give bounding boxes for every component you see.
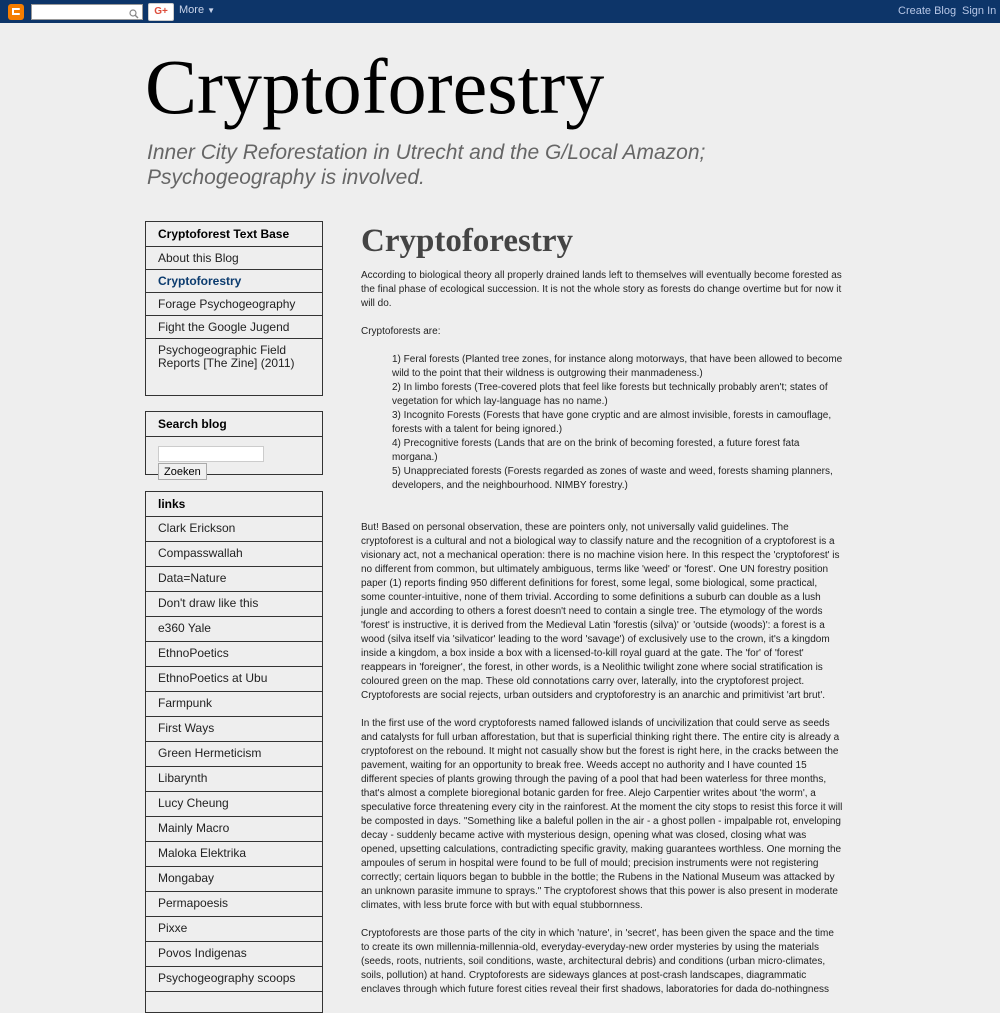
link-item[interactable]: Mongabay	[146, 867, 322, 892]
post-paragraph: But! Based on personal observation, these are pointers only, not universally valid guidelines. The cryptoforest is a cultural and not a biological way to classify nature and the recognition of a cryptoforest is a visionary act, not a mechanical operation: there is no machine vision here. In this respect the 'cryptoforest' is no different from common, but ultimately ambiguous, terms like 'weed' or 'forest'. One UN forestry position paper (1) reports finding 950 different definitions for forest, some legal, some biological, some practical, some counter-intuitive, none of them trivial. According to some definitions a suburb can double as a lush jungle and according to others a forest doesn't need to contain a single tree. The etymology of the words 'forest' is instructive, it is derived from the Medieval Latin 'forestis (silva)' or 'outside (woods)': a forest is a wood (silva itself via 'silvaticor' leading to the word 'savage') of exclusively use to the crown, it's a kingdom inside a kingdom, a box inside a box with a licensed-to-kill royal guard at the gate. The 'for' of 'forest' reappears in 'foreigner', the forest, in other words, is a Neolithic twilight zone where social stratification is coloured green on the map. These old connotations carry over, laterally, into the cryptoforest project. Cryptoforests are social rejects, urban outsiders and cryptoforestry is an anarchic and primitivist 'art brut'.	[361, 522, 840, 701]
search-icon[interactable]	[129, 6, 139, 24]
post-paragraph: Cryptoforests are those parts of the city in which 'nature', in 'secret', has been given the space and the time to create its own millennia-millennia-old, everyday-everyday-new order mysteries by using the materials (seeds, roots, nutrients, soil conditions, waste, architectural debris) and conditions (urban micro-climates, soils, pollution) at hand. Cryptoforests are sideways glances at post-crash landscapes, diagrammatic enclaves through which future forest cities reveal their first shadows, laboratories for dada do-nothingness	[361, 928, 834, 995]
link-item[interactable]: Farmpunk	[146, 692, 322, 717]
link-item[interactable]: Libarynth	[146, 767, 322, 792]
list-item: 2) In limbo forests (Tree-covered plots that feel like forests but technically probably aren't; states of vegetation for which lay-language has no name.)	[392, 382, 828, 407]
link-item[interactable]: Pixxe	[146, 917, 322, 942]
sign-in-link[interactable]: Sign In	[962, 5, 997, 17]
blog-title[interactable]: Cryptoforestry	[145, 43, 605, 130]
blog-search-input[interactable]	[158, 446, 264, 462]
link-item[interactable]: Povos Indigenas	[146, 942, 322, 967]
link-item[interactable]: Maloka Elektrika	[146, 842, 322, 867]
more-menu[interactable]	[179, 4, 215, 16]
link-item[interactable]: Clark Erickson	[146, 517, 322, 542]
list-heading: Cryptoforests are:	[361, 326, 441, 337]
google-plus-button[interactable]: G+	[148, 3, 174, 21]
links-widget-title: links	[146, 492, 322, 517]
top-navbar	[0, 0, 1000, 23]
blogger-logo-icon[interactable]	[8, 4, 24, 20]
list-item: 5) Unappreciated forests (Forests regarded as zones of waste and weed, forests shaming planners, developers, and the neighbourhood. NIMBY forestry.)	[392, 466, 833, 491]
post-paragraph: In the first use of the word cryptoforests named fallowed islands of uncivilization that could serve as seeds and catalysts for full urban afforestation, but that is superficial thinking right there. The entire city is already a cryptoforest on the rebound. It might not casually show but the forest is right here, in the cracks between the pavement, waiting for an opportunity to break free. Weeds accept no authority and I have counted 15 different species of plants growing through the paving of a pool that had been waterless for three months, that's almost a complete bioregional botanic garden for free. Alejo Carpentier writes about 'the worm', a speculative force threatening every city in the rainforest. At the moment the city stops to resist this force it will be composted in days. "Something like a baleful pollen in the air - a ghost pollen - impalpable rot, enveloping decay - suddenly became active with mysterious design, opening what was closed, closing what was opened, upsetting calculations, contradicting specific gravity, making guarantees worthless. One morning the ampoules of serum in hospital were found to be full of mould; precision instruments were not registering correctly; certain liquors began to bubble in the bottle; the Rubens in the National Museum was attacked by an unknown parasite immune to sprays." The cryptoforest shows that this power is also present in moderate climates, with less brute force with but with equal stubbornness.	[361, 718, 843, 911]
search-widget-title: Search blog	[146, 412, 322, 437]
link-item[interactable]: Data=Nature	[146, 567, 322, 592]
blog-description: Inner City Reforestation in Utrecht and the G/Local Amazon; Psychogeography is involved.	[147, 141, 706, 189]
page-link-google-jugend[interactable]: Fight the Google Jugend	[146, 316, 322, 339]
navbar-search-input[interactable]	[31, 4, 143, 20]
link-item[interactable]: EthnoPoetics at Ubu	[146, 667, 322, 692]
link-item[interactable]: Green Hermeticism	[146, 742, 322, 767]
list-item: 4) Precognitive forests (Lands that are on the brink of becoming forested, a future forest fata morgana.)	[392, 438, 800, 463]
page-link-cryptoforestry[interactable]: Cryptoforestry	[146, 270, 322, 293]
chevron-down-icon: ▼	[207, 6, 216, 15]
link-item[interactable]: Lucy Cheung	[146, 792, 322, 817]
list-item: 3) Incognito Forests (Forests that have gone cryptic and are almost invisible, forests in camouflage, forests with a talent for being ignored.)	[392, 410, 832, 435]
link-item[interactable]: Compasswallah	[146, 542, 322, 567]
link-item[interactable]: Mainly Macro	[146, 817, 322, 842]
more-label: More	[179, 4, 205, 16]
link-item[interactable]: e360 Yale	[146, 617, 322, 642]
link-item[interactable]: EthnoPoetics	[146, 642, 322, 667]
search-submit-button[interactable]: Zoeken	[158, 463, 207, 480]
page-link-about[interactable]: About this Blog	[146, 247, 322, 270]
forest-type-list	[361, 353, 843, 493]
pages-widget-title: Cryptoforest Text Base	[146, 222, 322, 247]
page-link-field-reports[interactable]: Psychogeographic Field Reports [The Zine] (2011)	[158, 343, 295, 370]
link-item[interactable]: Psychogeography scoops	[146, 967, 322, 992]
post-body	[361, 269, 843, 1011]
create-blog-link[interactable]: Create Blog	[898, 5, 957, 17]
post-title: Cryptoforestry	[361, 223, 573, 259]
post-intro: According to biological theory all properly drained lands left to themselves will eventually become forested as the final phase of ecological succession. It is not the whole story as forests do change overtime but for now it will do.	[361, 270, 842, 309]
link-item[interactable]: Permapoesis	[146, 892, 322, 917]
link-item[interactable]: Don't draw like this	[146, 592, 322, 617]
search-widget	[145, 411, 323, 478]
list-item: 1) Feral forests (Planted tree zones, for instance along motorways, that have been allowed to become wild to the point that their wildness is outgrowing their manmadeness.)	[392, 354, 843, 379]
link-item[interactable]: First Ways	[146, 717, 322, 742]
page-link-forage[interactable]: Forage Psychogeography	[146, 293, 322, 316]
pages-widget	[145, 221, 323, 396]
links-widget	[145, 491, 323, 1013]
